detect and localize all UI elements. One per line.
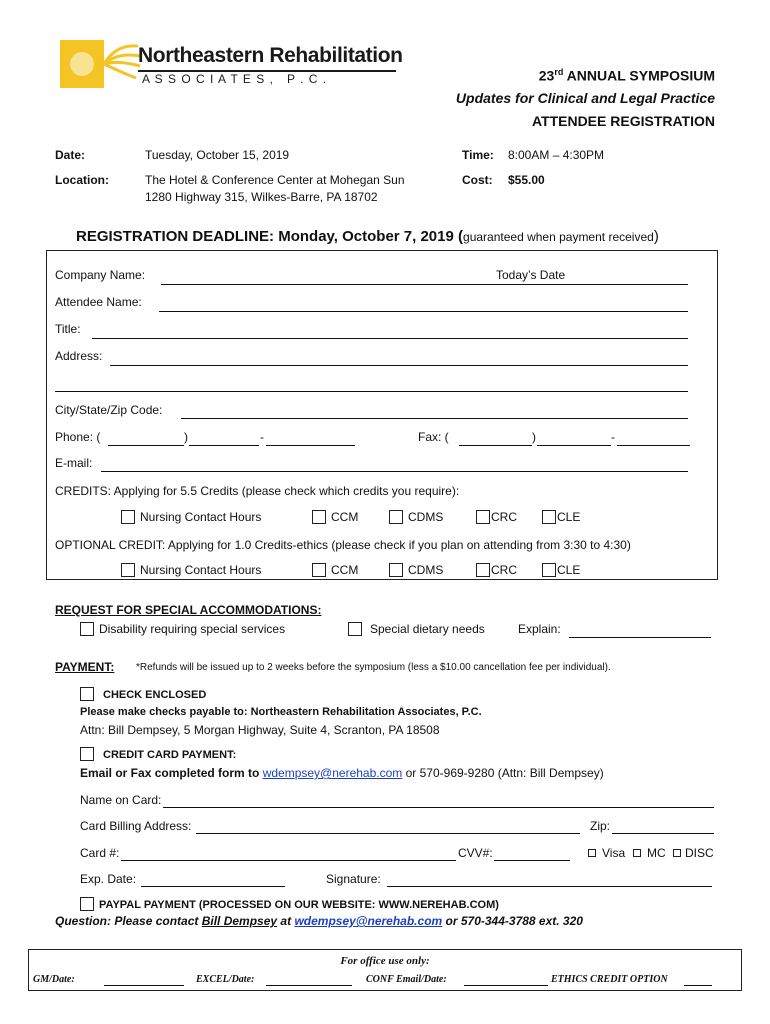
office-use-title: For office use only: [340,955,430,967]
paypal-checkbox[interactable]: PAYPAL PAYMENT (PROCESSED ON OUR WEBSITE: WWW.NEREHAB.COM) [80,897,499,911]
logo-subtitle: A S S O C I A T E S , P . C . [142,72,328,86]
credit-card-checkbox[interactable]: CREDIT CARD PAYMENT: [80,747,236,761]
checkbox-icon[interactable] [673,849,681,857]
question-email-link[interactable]: wdempsey@nerehab.com [294,914,443,928]
office-conf-label: CONF Email/Date: [366,974,447,985]
billing-address-field[interactable] [196,833,580,834]
card-number-label: Card #: [80,846,120,860]
phone-area-field[interactable] [108,445,184,446]
question-contact: Question: Please contact Bill Dempsey at wdempsey@nerehab.com or 570-344-3788 ext. 320 [55,914,583,928]
location-line1: The Hotel & Conference Center at Mohegan Sun [145,173,405,187]
phone-line-field[interactable] [266,445,355,446]
name-on-card-field[interactable] [163,807,714,808]
phone-dash: - [260,430,264,444]
visa-checkbox[interactable]: Visa [588,846,625,860]
optional-credit-label: OPTIONAL CREDIT: Applying for 1.0 Credits-ethics (please check if you plan on attending from 3:30 to 4:30) [55,538,631,552]
phone-paren: ) [184,430,188,444]
email-link[interactable]: wdempsey@nerehab.com [262,766,403,780]
todays-date-label: Today’s Date [496,268,566,282]
date-value: Tuesday, October 15, 2019 [145,148,290,162]
refund-note: *Refunds will be issued up to 2 weeks before the symposium (less a $10.00 cancellation fee per individual). [136,662,611,673]
mc-checkbox[interactable]: MC [633,846,666,860]
zip-field[interactable] [612,833,714,834]
checkbox-icon[interactable] [476,563,490,577]
attendee-name-label: Attendee Name: [55,295,142,309]
title-label: Title: [55,322,81,336]
office-excel-label: EXCEL/Date: [196,974,255,985]
name-on-card-label: Name on Card: [80,793,162,807]
address-field[interactable] [110,365,688,366]
cost-value: $55.00 [508,173,545,187]
explain-label: Explain: [518,622,561,636]
checkbox-icon[interactable] [542,510,556,524]
cost-label: Cost: [462,173,493,187]
logo-name: Northeastern Rehabilitation [138,44,403,67]
city-state-zip-label: City/State/Zip Code: [55,403,163,417]
cvv-field[interactable] [494,860,570,861]
signature-label: Signature: [326,872,381,886]
optional-ccm-checkbox[interactable]: CCM [312,563,358,577]
credit-crc-checkbox[interactable]: CRC [476,510,517,524]
dietary-checkbox[interactable]: Special dietary needs [348,622,485,636]
card-number-field[interactable] [121,860,456,861]
attendee-name-field[interactable] [159,311,688,312]
signature-field[interactable] [387,886,712,887]
checkbox-icon[interactable] [588,849,596,857]
fax-prefix-field[interactable] [537,445,611,446]
office-conf-field[interactable] [464,985,548,986]
header-form-title: ATTENDEE REGISTRATION [531,113,715,129]
checkbox-icon[interactable] [633,849,641,857]
office-ethics-field[interactable] [684,985,712,986]
office-gm-field[interactable] [104,985,184,986]
credit-cdms-checkbox[interactable]: CDMS [389,510,443,524]
billing-address-label: Card Billing Address: [80,819,192,833]
location-label: Location: [55,173,109,187]
disability-checkbox[interactable]: Disability requiring special services [80,622,285,636]
optional-crc-checkbox[interactable]: CRC [476,563,517,577]
email-label: E-mail: [55,456,93,470]
fax-area-field[interactable] [459,445,532,446]
header-subtitle: Updates for Clinical and Legal Practice [455,90,715,106]
check-attn: Attn: Bill Dempsey, 5 Morgan Highway, Suite 4, Scranton, PA 18508 [80,723,440,737]
company-name-field[interactable] [161,284,688,285]
credit-ccm-checkbox[interactable]: CCM [312,510,358,524]
optional-nursing-checkbox[interactable]: Nursing Contact Hours [121,563,261,577]
fax-line-field[interactable] [617,445,690,446]
card-instructions: Email or Fax completed form to wdempsey@nerehab.com or 570-969-9280 (Attn: Bill Dempsey) [80,766,604,780]
checkbox-icon[interactable] [542,563,556,577]
logo [56,36,401,92]
optional-cle-checkbox[interactable]: CLE [542,563,580,577]
disc-checkbox[interactable]: DISC [673,846,714,860]
cvv-label: CVV#: [458,846,493,860]
title-field[interactable] [92,338,688,339]
explain-field[interactable] [569,637,711,638]
company-name-label: Company Name: [55,268,146,282]
time-value: 8:00AM – 4:30PM [508,148,605,162]
time-label: Time: [462,148,494,162]
office-gm-label: GM/Date: [33,974,75,985]
checkbox-icon[interactable] [312,563,326,577]
check-payable: Please make checks payable to: Northeastern Rehabilitation Associates, P.C. [80,706,482,718]
exp-date-field[interactable] [141,886,285,887]
registration-deadline: REGISTRATION DEADLINE: Monday, October 7, 2019 (guaranteed when payment received) [76,228,659,245]
check-enclosed-checkbox[interactable]: CHECK ENCLOSED [80,687,206,701]
email-field[interactable] [101,471,688,472]
checkbox-icon[interactable] [312,510,326,524]
address-field-line2[interactable] [55,391,688,392]
city-state-zip-field[interactable] [181,418,688,419]
credits-label: CREDITS: Applying for 5.5 Credits (please check which credits you require): [55,484,460,498]
checkbox-icon[interactable] [80,687,94,701]
credit-cle-checkbox[interactable]: CLE [542,510,580,524]
fax-paren: ) [532,430,536,444]
payment-heading: PAYMENT: [55,660,115,674]
fax-label: Fax: ( [418,430,449,444]
date-label: Date: [55,148,86,162]
exp-date-label: Exp. Date: [80,872,137,886]
accommodations-heading: REQUEST FOR SPECIAL ACCOMMODATIONS: [55,603,322,617]
fax-dash: - [611,430,615,444]
checkbox-icon[interactable] [121,563,135,577]
checkbox-icon[interactable] [80,747,94,761]
checkbox-icon[interactable] [80,622,94,636]
office-ethics-label: ETHICS CREDIT OPTION [551,974,668,985]
phone-label: Phone: ( [55,430,101,444]
office-excel-field[interactable] [266,985,352,986]
phone-prefix-field[interactable] [189,445,259,446]
optional-cdms-checkbox[interactable]: CDMS [389,563,443,577]
zip-label: Zip: [590,819,611,833]
checkbox-icon[interactable] [476,510,490,524]
logo-sun-icon [56,36,146,92]
checkbox-icon[interactable] [389,510,403,524]
credit-nursing-checkbox[interactable]: Nursing Contact Hours [121,510,261,524]
header-title: 23rd ANNUAL SYMPOSIUM [538,67,715,84]
checkbox-icon[interactable] [121,510,135,524]
checkbox-icon[interactable] [389,563,403,577]
address-label: Address: [55,349,103,363]
location-line2: 1280 Highway 315, Wilkes-Barre, PA 18702 [145,190,378,204]
checkbox-icon[interactable] [348,622,362,636]
checkbox-icon[interactable] [80,897,94,911]
